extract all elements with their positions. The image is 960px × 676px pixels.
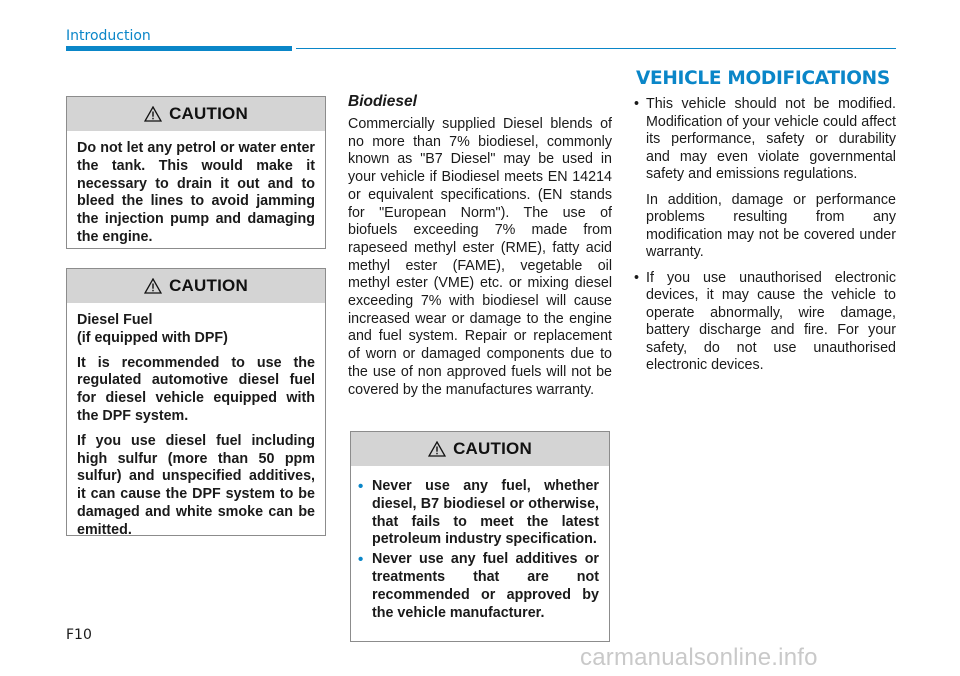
caution-box-water [66, 96, 326, 249]
biodiesel-heading: Biodiesel [348, 93, 417, 110]
caution-subtitle-line2: (if equipped with DPF) [77, 329, 228, 346]
warning-triangle-icon [428, 441, 446, 457]
list-item-text: In addition, damage or performance problems resulting from any modification may not be covered under warranty. [646, 191, 896, 260]
bullet-dot-icon: • [634, 269, 640, 286]
modifications-list [628, 96, 896, 383]
section-heading: VEHICLE MODIFICATIONS [636, 68, 890, 89]
list-item-text: If you use unauthorised electronic devices, it may cause the vehicle to operate abnormally, wire damage, battery discharge and fire. For your safety, do not use unauthorised electronic devices. [646, 269, 896, 373]
list-item-text: Never use any fuel, whether diesel, B7 biodiesel or otherwise, that fails to meet the latest petroleum industry specification. [372, 478, 599, 548]
section-label: Introduction [66, 28, 151, 44]
warning-triangle-icon [144, 106, 162, 122]
warning-triangle-icon [144, 278, 162, 294]
caution-subtitle [77, 312, 315, 348]
header-rule-thin [296, 48, 896, 49]
caution-body [351, 466, 609, 622]
caution-paragraph: If you use diesel fuel including high sulfur (more than 50 ppm sulfur) and unspecified additives, it can cause the DPF system to be damaged and white smoke can be emitted. [77, 432, 315, 538]
list-item [628, 96, 896, 262]
caution-title: CAUTION [453, 439, 532, 458]
bullet-dot-icon: • [358, 478, 364, 495]
biodiesel-body: Commercially supplied Diesel blends of no more than 7% biodiesel, commonly known as "B7 Diesel" may be used in your vehicle if Biodiesel meets EN 14214 or equivalent specifications. (EN stands for "European Norm"). The use of biofuels exceeding 7% made from rapeseed methyl ester (RME), fatty acid methyl ester (FAME), vegetable oil methyl ester (VME) etc. or mixing diesel exceeding 7% with biodiesel will cause increased wear or damage to the engine and fuel system. Repair or replacement of worn or damaged components due to the use of non approved fuels will not be covered by the manufactures warranty. [348, 116, 612, 398]
caution-bullet-list [358, 478, 599, 622]
caution-subtitle-line1: Diesel Fuel [77, 312, 153, 328]
caution-text: Do not let any petrol or water enter the tank. This would make it necessary to drain it out and to bleed the lines to avoid jamming the injection pump and damaging the engine. [77, 140, 315, 245]
list-item [628, 270, 896, 375]
list-item-text: Never use any fuel additives or treatments that are not recommended or approved by the vehicle manufacturer. [372, 551, 599, 621]
bullet-dot-icon: • [358, 551, 364, 569]
caution-title: CAUTION [169, 276, 248, 295]
list-item-text: This vehicle should not be modified. Modification of your vehicle could affect its performance, safety or durability and may even violate governmental safety and emissions regulations. [646, 96, 896, 182]
caution-paragraph: It is recommended to use the regulated automotive diesel fuel for diesel vehicle equipped with the DPF system. [77, 354, 315, 424]
caution-box-fuel [350, 431, 610, 642]
caution-title: CAUTION [169, 104, 248, 123]
watermark: carmanualsonline.info [580, 644, 818, 671]
caution-box-diesel-dpf [66, 268, 326, 536]
page-number: F10 [66, 627, 92, 643]
caution-header [67, 269, 325, 303]
list-item [358, 551, 599, 622]
caution-header [67, 97, 325, 131]
caution-body [67, 131, 325, 247]
header-rule-thick [66, 46, 292, 51]
bullet-dot-icon: • [634, 96, 640, 112]
list-item [358, 478, 599, 549]
caution-header [351, 432, 609, 466]
caution-body [67, 303, 325, 540]
